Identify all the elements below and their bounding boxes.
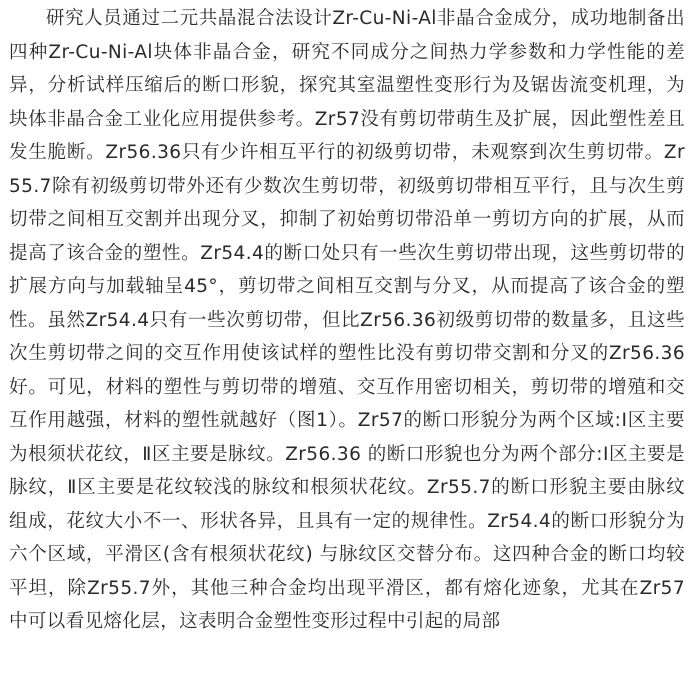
document-body [9, 2, 685, 639]
body-paragraph: 研究人员通过二元共晶混合法设计Zr-Cu-Ni-Al非晶合金成分，成功地制备出四种Zr-Cu-Ni-Al块体非晶合金，研究不同成分之间热力学参数和力学性能的差异，分析试样压缩后的断口形貌，探究其室温塑性变形行为及锯齿流变机理，为块体非晶合金工业化应用提供参考。Zr57没有剪切带萌生及扩展，因此塑性差且发生脆断。Zr56.36只有少许相互平行的初级剪切带，未观察到次生剪切带。Zr55.7除有初级剪切带外还有少数次生剪切带，初级剪切带相互平行，且与次生剪切带之间相互交割并出现分叉，抑制了初始剪切带沿单一剪切方向的扩展，从而提高了该合金的塑性。Zr54.4的断口处只有一些次生剪切带出现，这些剪切带的扩展方向与加载轴呈45°，剪切带之间相互交割与分叉，从而提高了该合金的塑性。虽然Zr54.4只有一些次剪切带，但比Zr56.36初级剪切带的数量多，且这些次生剪切带之间的交互作用使该试样的塑性比没有剪切带交割和分叉的Zr56.36好。可见，材料的塑性与剪切带的增殖、交互作用密切相关，剪切带的增殖和交互作用越强，材料的塑性就越好（图1）。Zr57的断口形貌分为两个区域:Ⅰ区主要为根须状花纹，Ⅱ区主要是脉纹。Zr56.36 的断口形貌也分为两个部分:Ⅰ区主要是脉纹，Ⅱ区主要是花纹较浅的脉纹和根须状花纹。Zr55.7的断口形貌主要由脉纹组成，花纹大小不一、形状各异，且具有一定的规律性。Zr54.4的断口形貌分为六个区域，平滑区(含有根须状花纹) 与脉纹区交替分布。这四种合金的断口均较平坦，除Zr55.7外，其他三种合金均出现平滑区，都有熔化迹象，尤其在Zr57中可以看见熔化层，这表明合金塑性变形过程中引起的局部 [9, 8, 685, 632]
